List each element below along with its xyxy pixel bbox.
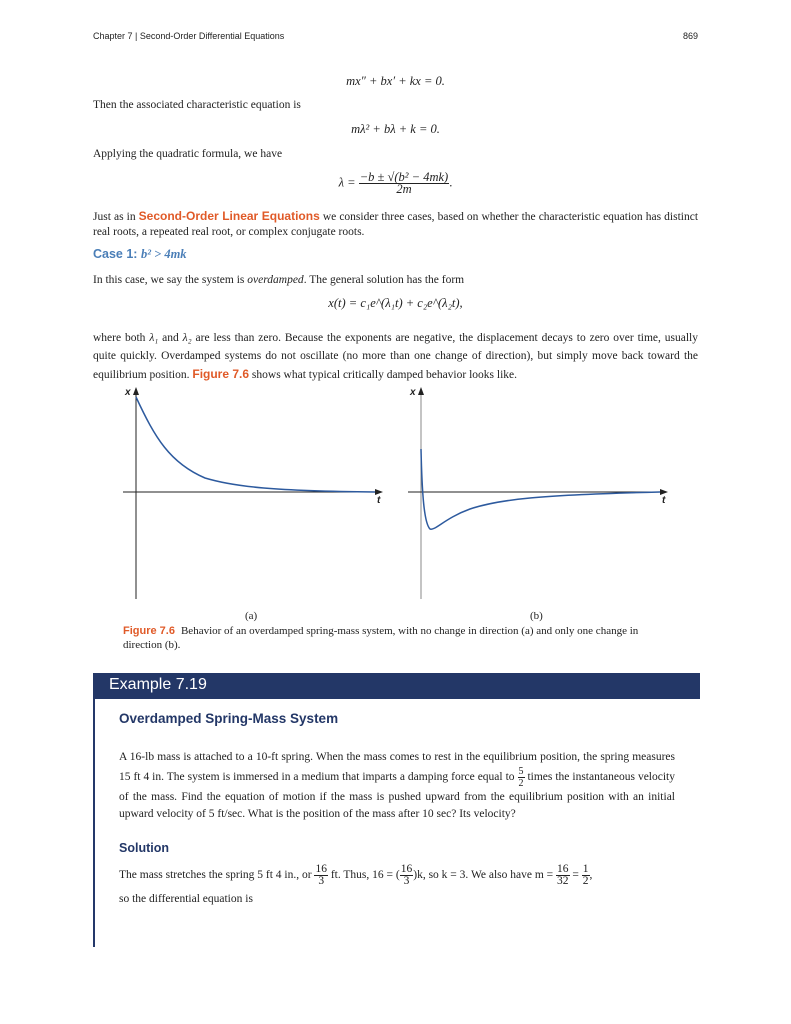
denominator: 3	[403, 874, 410, 887]
text: Just as in	[93, 211, 139, 223]
text: and	[158, 332, 183, 344]
example-problem	[119, 749, 675, 823]
text: ,	[589, 869, 593, 881]
text: In this case, we say the system is	[93, 274, 248, 286]
link-figure-7-6[interactable]: Figure 7.6	[192, 367, 250, 381]
page-number: 869	[682, 31, 698, 41]
text: =	[569, 869, 582, 881]
equation-characteristic	[0, 122, 791, 137]
figure-label-b: (b)	[530, 610, 543, 622]
equation-text: mλ² + bλ + k = 0.	[351, 122, 440, 136]
x-axis-label: x	[125, 387, 131, 398]
example-header: Example 7.19	[93, 673, 700, 699]
text: A 16-lb mass is attached to a 10-ft spring. When the mass comes to rest in the equilibrium position, the spring measures 15 ft 4 in. The system is immersed in a medium that imparts a damping force equal to	[119, 751, 675, 784]
numerator: −b ± √(b² − 4mk)	[359, 170, 449, 184]
equation-lhs: λ =	[338, 175, 356, 190]
denominator: 2m	[396, 182, 412, 196]
figure-label-a: (a)	[245, 610, 258, 622]
numerator: 5	[518, 766, 524, 777]
denominator: 32	[557, 874, 569, 887]
figure-a-graph	[115, 383, 395, 603]
fraction	[400, 864, 414, 887]
equation-general-solution	[0, 296, 791, 311]
text: )k, so k = 3. We also have m =	[413, 869, 557, 881]
t-axis-label: t	[662, 495, 666, 506]
paragraph: Applying the quadratic formula, we have	[93, 148, 283, 160]
denominator: 3	[318, 874, 325, 887]
running-header	[93, 31, 698, 41]
denominator: 2	[518, 778, 524, 789]
chapter-title: Chapter 7 | Second-Order Differential Equations	[93, 31, 285, 41]
numerator: 1	[582, 862, 589, 875]
arrow-up-icon	[418, 387, 424, 395]
fraction	[314, 864, 328, 887]
fraction	[582, 864, 590, 887]
decay-curve	[136, 397, 375, 492]
fraction	[518, 766, 525, 789]
text: shows what typical critically damped behavior looks like.	[249, 369, 517, 381]
paragraph	[93, 273, 698, 288]
figure-caption	[123, 624, 668, 652]
case-heading	[93, 247, 187, 262]
text: The mass stretches the spring 5 ft 4 in., or	[119, 869, 315, 881]
case-label: Case 1:	[93, 247, 141, 261]
case-condition: b² > 4mk	[140, 247, 187, 261]
numerator: 16	[400, 862, 413, 875]
text: . The general solution has the form	[303, 274, 465, 286]
arrow-up-icon	[133, 387, 139, 395]
numerator: 16	[315, 862, 327, 875]
numerator: 16	[557, 862, 569, 875]
paragraph: Then the associated characteristic equation is	[93, 99, 301, 111]
caption-label: Figure 7.6	[123, 625, 175, 637]
link-second-order-linear-equations[interactable]: Second-Order Linear Equations	[138, 209, 320, 223]
solution-text	[119, 863, 675, 911]
paragraph	[93, 209, 698, 240]
fraction	[359, 172, 450, 195]
example-box	[93, 673, 698, 947]
equation-ode	[0, 74, 791, 89]
text: ft. Thus, 16 = (	[327, 869, 400, 881]
overshoot-curve	[421, 449, 660, 529]
emphasis: overdamped	[247, 274, 304, 286]
figure-b-graph	[400, 383, 680, 603]
equation-quadratic-formula: λ = $\frac{\text{−b ± √(b² − 4mk)}}{2m}$ .	[338, 170, 453, 196]
denominator: 2	[582, 874, 589, 887]
text: times the instantaneous velocity of the mass. Find the equation of motion if the mass is pushed upward from the equilibrium position with an initial upward velocity of 5 ft/sec. What is the position of the mass after 10 sec? Its velocity?	[119, 771, 675, 820]
t-axis-label: t	[377, 495, 381, 506]
text: so the differential equation is	[119, 893, 253, 905]
example-title: Overdamped Spring-Mass System	[119, 711, 339, 726]
equation-text: x(t) = c₁e^(λ₁t) + c₂e^(λ₂t),	[328, 296, 463, 310]
equation-text: mx″ + bx′ + kx = 0.	[346, 74, 445, 88]
x-axis-label: x	[410, 387, 416, 398]
solution-title: Solution	[119, 841, 169, 855]
lambda-2: λ₂	[182, 332, 192, 344]
fraction	[556, 864, 570, 887]
caption-text: Behavior of an overdamped spring-mass system, with no change in direction (a) and only one change in direction (b).	[123, 625, 639, 651]
lambda-1: λ₁	[149, 332, 159, 344]
text: are less than zero. Because the exponents are negative, the displacement decays to zero over time, usually quite quickly. Overdamped systems do not oscillate (no more than one change of direction), but simply move back toward the equilibrium position.	[93, 332, 698, 381]
paragraph	[93, 329, 698, 384]
text: we consider three cases, based on whether the characteristic equation has distinct real roots, a repeated real root, or complex conjugate roots.	[93, 211, 699, 238]
text: where both	[93, 332, 150, 344]
